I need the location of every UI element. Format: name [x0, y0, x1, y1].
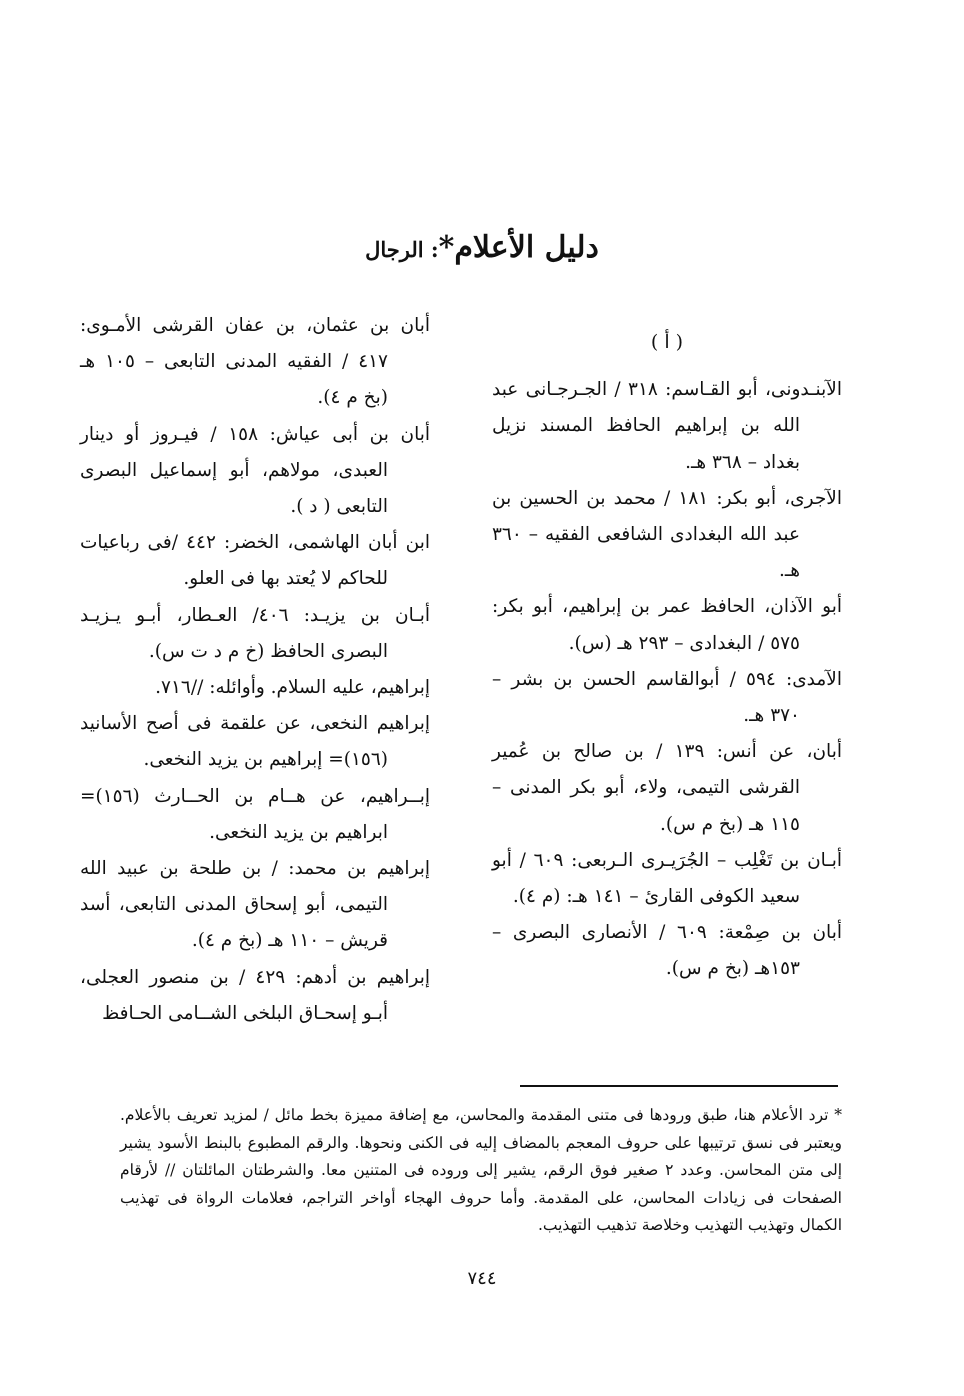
- index-entry: ابن أبان الهاشمى، الخضر: ٤٤٢ /فى رباعيات للحاكم لا يُعتد بها فى العلو.: [80, 532, 430, 590]
- index-entry: إبراهيم النخعى، عن علقمة فى أصح الأسانيد (١٥٦)= إبراهيم بن يزيد النخعى.: [80, 713, 430, 771]
- index-entry: إبــراهيم، عن هــام بن الحــارث (١٥٦)= ابراهيم بن يزيد النخعى.: [80, 785, 430, 843]
- index-entry: أبـان بن تَغْلِب – الجُرَيـرى الـربعى: ٦٠٩ / أبو سعيد الكوفى القارئ – ١٤١ هـ: (م ٤).: [492, 849, 843, 908]
- index-entry: الآبنـدونى، أبو القـاسم: ٣١٨ / الجـرجـانى عبد الله بن إبراهيم الحافظ المسند نزيل بغداد – ٣٦٨ هـ.: [492, 379, 842, 473]
- footnote: * ترد الأعلام هنا، طبق ورودها فى متنى المقدمة والمحاسن، مع إضافة مميزة بخط مائل / لمزيد تعريف بالأعلام. ويعتبر فى نسق ترتيبها على حروف المعجم بالمضاف إليه فى الكنى ونحوها. والرقم المطبوع بالبنط الأسود يشير إلى متن المحاسن. وعدد ٢ صغير فوق الرقم، يشير إلى وروده فى المتنين معا. والشرطتان المائلتان // لأرقام الصفحات فى زيادات المحاسن، على المقدمة. وأما حروف الهجاء أواخر التراجم، فعلامات الرواة فى تهذيب الكمال وتهذيب التهذيب وخلاصة تذهيب التهذيب.: [120, 1106, 843, 1234]
- index-entry: إبراهيم بن أدهم: ٤٢٩ / بن منصور العجلى، أبـو إسحـاق البلخى الشــامى الحـافظ: [80, 966, 431, 1024]
- footnote-divider: [520, 1085, 838, 1087]
- index-entry: أبان بن صِمْعة: ٦٠٩ / الأنصارى البصرى – ١٥٣هـ (بخ م س).: [492, 922, 842, 980]
- index-entry: أبان بن عثمان، بن عفان القرشى الأمـوى: ٤١٧ / الفقيه المدنى التابعى – ١٠٥ هـ (بخ م ٤).: [80, 315, 430, 409]
- section-letter: ( أ ): [650, 331, 684, 353]
- page-title: [0, 230, 964, 265]
- right-column: [492, 308, 842, 988]
- index-entry: إبراهيم بن محمد: / بن طلحة بن عبيد الله التيمى، أبو إسحاق المدنى التابعى، أسد قريش – ١١٠ هـ (بخ م ٤).: [80, 858, 430, 952]
- index-entry: أبو الآذان، الحافظ عمر بن إبراهيم، أبو بكر: ٥٧٥ / البغدادى – ٢٩٣ هـ (س).: [492, 596, 842, 654]
- index-entry: إبراهيم، عليه السلام. وأوائله: //٧١٦.: [155, 677, 430, 699]
- index-entry: أبان بن أبى عياش: ١٥٨ / فيـروز أو دينار العبدى، مولاهم، أبو إسماعيل البصرى التابعى ( د ).: [80, 423, 430, 518]
- page-number: ٧٤٤: [467, 1268, 497, 1289]
- index-entry: أبان، عن أنس: ١٣٩ / بن صالح بن عُمير القرشى التيمى، ولاء، أبو بكر المدنى – ١١٥ هـ (بخ م س).: [492, 741, 842, 835]
- title-main: دليل الأعلام*: [438, 230, 599, 265]
- title-sub: : الرجال: [365, 237, 439, 262]
- left-column: [80, 308, 430, 1032]
- index-entry: أبـان بن يزيـد: ٤٠٦/ العـطار، أبـو يـزيـد البصرى الحافظ (خ م د ت س).: [80, 604, 430, 662]
- index-entry: الآمدى: ٥٩٤ / أبوالقاسم الحسن بن بشر – ٣٧٠ هـ.: [492, 668, 842, 727]
- index-entry: الآجرى، أبو بكر: ١٨١ / محمد بن الحسين بن عبد الله البغدادى الشافعى الفقيه – ٣٦٠ هـ.: [492, 487, 842, 582]
